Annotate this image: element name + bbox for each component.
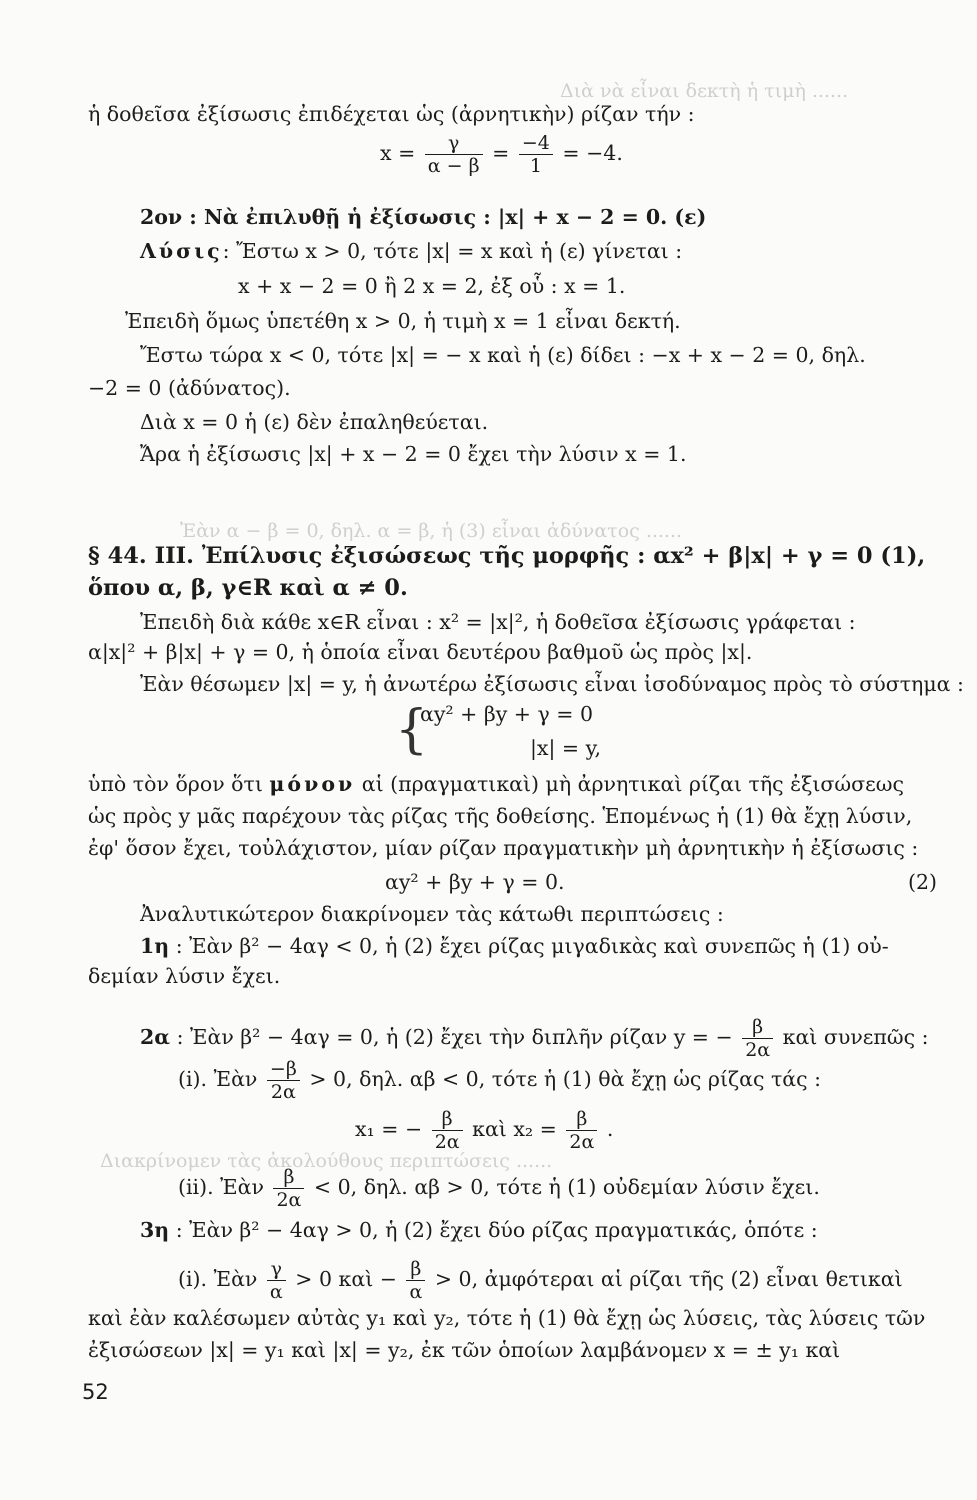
eq-text: > 0, ἀμφότεραι αἱ ρίζαι τῆς (2) εἶναι θετικαὶ (434, 1267, 903, 1291)
fraction (267, 1258, 286, 1303)
eq-text: = (492, 141, 510, 165)
exercise-heading: 2ον : Νὰ ἐπιλυθῇ ἡ ἐξίσωσις : |x| + x − 2 = 0. (ε) (140, 205, 707, 229)
case-label: 1η (140, 934, 170, 958)
emphasis: μόνον (269, 772, 356, 796)
fraction-numerator: −β (267, 1058, 300, 1081)
eq-text: (i). Ἐὰν (178, 1267, 258, 1291)
eq-text: (ii). Ἐὰν (178, 1175, 264, 1199)
section-heading: ὅπου α, β, γ∈R καὶ α ≠ 0. (88, 575, 408, 601)
fraction-denominator: 2α (276, 1189, 302, 1211)
fraction-numerator: β (566, 1108, 597, 1131)
fraction (406, 1258, 425, 1303)
text-line: Ἔστω τώρα x < 0, τότε |x| = − x καὶ ἡ (ε) δίδει : −x + x − 2 = 0, δηλ. (140, 343, 866, 367)
bleed-through: Ἐὰν α − β = 0, δηλ. α = β, ἡ (3) εἶναι ἀδύνατος ...... (180, 520, 683, 542)
text-line (88, 770, 940, 798)
eq-text: : Ἐὰν β² − 4αγ < 0, ἡ (2) ἔχει ρίζας μιγαδικὰς καὶ συνεπῶς ἡ (1) οὐ- (175, 934, 889, 958)
fraction-numerator: β (406, 1258, 425, 1281)
text-line (140, 1016, 977, 1061)
bleed-through: Διακρίνομεν τὰς ἀκολούθους περιπτώσεις ...... (100, 1150, 553, 1172)
text-line: Ἀναλυτικώτερον διακρίνομεν τὰς κάτωθι περιπτώσεις : (140, 902, 724, 926)
eq-text: καὶ συνεπῶς : (782, 1025, 929, 1049)
fraction-numerator: −4 (519, 132, 553, 155)
fraction-numerator: β (432, 1108, 463, 1131)
text-line: ἐφ' ὅσον ἔχει, τοὐλάχιστον, μίαν ρίζαν πραγματικὴν μὴ ἀρνητικὴν ἡ ἐξίσωσις : (88, 836, 919, 860)
fraction (267, 1058, 300, 1103)
fraction-denominator: 1 (529, 155, 542, 177)
text-line: καὶ ἐὰν καλέσωμεν αὐτὰς y₁ καὶ y₂, τότε ἡ (1) θὰ ἔχῃ ὡς λύσεις, τὰς λύσεις τῶν (88, 1306, 926, 1330)
text-line: ὡς πρὸς y μᾶς παρέχουν τὰς ρίζας τῆς δοθείσης. Ἑπομένως ἡ (1) θὰ ἔχῃ λύσιν, (88, 804, 913, 828)
equation-line (380, 132, 977, 177)
system-brace: { (395, 700, 429, 760)
eq-text: (i). Ἐὰν (178, 1067, 258, 1091)
fraction (432, 1108, 463, 1153)
fraction-numerator: γ (267, 1258, 286, 1281)
fraction (566, 1108, 597, 1153)
text-line: Διὰ x = 0 ἡ (ε) δὲν ἐπαληθεύεται. (140, 410, 489, 434)
text-line: ἡ δοθεῖσα ἐξίσωσις ἐπιδέχεται ὡς (ἀρνητικὴν) ρίζαν τήν : (88, 102, 695, 126)
case-label: 2α (140, 1025, 171, 1049)
fraction-denominator: 2α (434, 1131, 460, 1153)
equation-number: (2) (907, 870, 937, 894)
fraction (273, 1166, 304, 1211)
fraction (742, 1016, 773, 1061)
equation-line (355, 1108, 977, 1153)
text-line: Ἐὰν θέσωμεν |x| = y, ἡ ἀνωτέρω ἐξίσωσις εἶναι ἰσοδύναμος πρὸς τὸ σύστημα : (140, 672, 964, 696)
text-line: Ἐπειδὴ διὰ κάθε x∈R εἶναι : x² = |x|², ἡ δοθεῖσα ἐξίσωσις γράφεται : (140, 610, 856, 634)
text-line (178, 1058, 977, 1103)
eq-text: x = (380, 141, 416, 165)
solution-label: Λύσις (140, 239, 223, 263)
section-heading: § 44. ΙΙΙ. Ἐπίλυσις ἐξισώσεως τῆς μορφῆς : αx² + β|x| + γ = 0 (1), (88, 543, 926, 569)
eq-text: . (606, 1117, 614, 1141)
fraction-denominator: 2α (569, 1131, 595, 1153)
text-line: α|x|² + β|x| + γ = 0, ἡ ὁποία εἶναι δευτέρου βαθμοῦ ὡς πρὸς |x|. (88, 640, 753, 664)
eq-text: ὑπὸ τὸν ὅρον ὅτι (88, 772, 263, 796)
fraction-numerator: γ (425, 132, 483, 155)
equation: αy² + βy + γ = 0. (385, 870, 565, 894)
text-line: δεμίαν λύσιν ἔχει. (88, 964, 281, 988)
fraction (519, 132, 553, 177)
bleed-through: Διὰ νὰ εἶναι δεκτὴ ἡ τιμὴ ...... (560, 80, 849, 102)
text-line: −2 = 0 (ἀδύνατος). (88, 376, 291, 400)
page-number: 52 (82, 1380, 109, 1404)
text-line: Ἐπειδὴ ὅμως ὑπετέθη x > 0, ἡ τιμὴ x = 1 εἶναι δεκτή. (125, 309, 681, 333)
eq-text: < 0, δηλ. αβ > 0, τότε ἡ (1) οὐδεμίαν λύσιν ἔχει. (313, 1175, 820, 1199)
system-equation: αy² + βy + γ = 0 (420, 702, 593, 726)
text-line (178, 1258, 977, 1303)
text-line (178, 1166, 977, 1211)
fraction-denominator: α − β (427, 155, 480, 177)
text-line (140, 932, 977, 960)
fraction-numerator: β (273, 1166, 304, 1189)
fraction-denominator: α (409, 1281, 423, 1303)
fraction-numerator: β (742, 1016, 773, 1039)
text-line (140, 1216, 977, 1244)
eq-text: x₁ = − (355, 1117, 423, 1141)
fraction-denominator: 2α (270, 1081, 296, 1103)
text-line: Ἄρα ἡ ἐξίσωσις |x| + x − 2 = 0 ἔχει τὴν λύσιν x = 1. (140, 442, 687, 466)
case-label: 3η (140, 1218, 170, 1242)
eq-text: = −4. (562, 141, 623, 165)
eq-text: : Ἐὰν β² − 4αγ = 0, ἡ (2) ἔχει τὴν διπλῆν ρίζαν y = − (176, 1025, 733, 1049)
system-equation: |x| = y, (530, 736, 601, 760)
eq-text: > 0, δηλ. αβ < 0, τότε ἡ (1) θὰ ἔχῃ ὡς ρίζας τάς : (309, 1067, 822, 1091)
eq-text: : Ἐὰν β² − 4αγ > 0, ἡ (2) ἔχει δύο ρίζας πραγματικάς, ὁπότε : (175, 1218, 818, 1242)
fraction-denominator: α (269, 1281, 283, 1303)
fraction-denominator: 2α (745, 1039, 771, 1061)
fraction (425, 132, 483, 177)
text-line: ἐξισώσεων |x| = y₁ καὶ |x| = y₂, ἐκ τῶν ὁποίων λαμβάνομεν x = ± y₁ καὶ (88, 1338, 841, 1362)
eq-text: > 0 καὶ − (295, 1267, 397, 1291)
eq-text: αἱ (πραγματικαὶ) μὴ ἀρνητικαὶ ρίζαι τῆς ἐξισώσεως (361, 772, 904, 796)
eq-text: : Ἔστω x > 0, τότε |x| = x καὶ ἡ (ε) γίνεται : (222, 239, 683, 263)
text-line (140, 237, 977, 265)
equation-line: x + x − 2 = 0 ἢ 2 x = 2, ἐξ οὗ : x = 1. (238, 274, 626, 298)
eq-text: καὶ x₂ = (472, 1117, 557, 1141)
